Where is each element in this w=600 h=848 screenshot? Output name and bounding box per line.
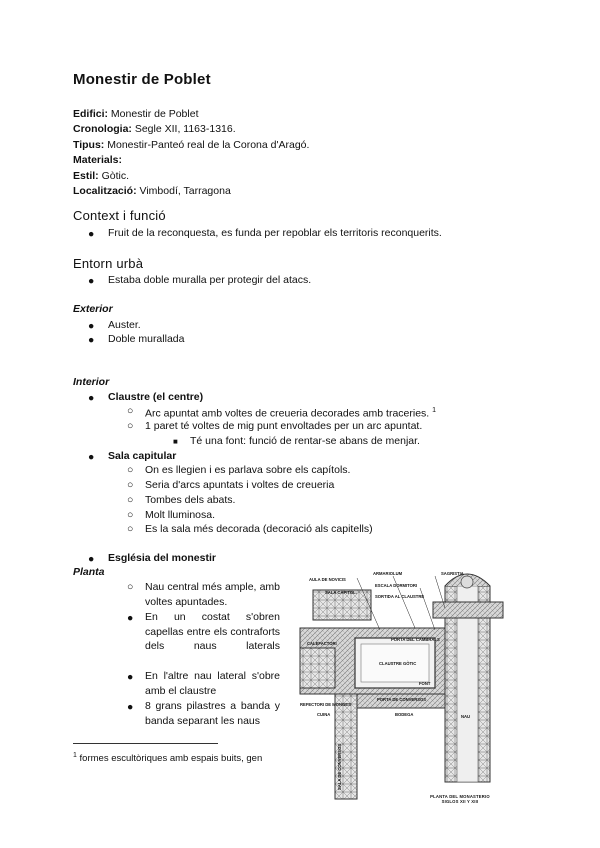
planta-item: Nau central més ample, amb voltes apuntades. — [145, 581, 280, 608]
entorn-item: Estaba doble muralla per protegir del atacs. — [108, 274, 312, 286]
exterior-item: Auster. — [108, 319, 141, 331]
plan-label: PORTA DE CONVERSOS — [377, 697, 427, 702]
planta-bullet: ● — [127, 612, 134, 624]
planta-item: En l'altre nau lateral s'obre amb el claustre — [145, 670, 280, 697]
sala-circle: ○ — [127, 479, 134, 491]
metadata-block — [73, 107, 309, 199]
sala-circle: ○ — [127, 509, 134, 521]
page-title: Monestir de Poblet — [73, 71, 211, 88]
footnote-ref: 1 — [432, 407, 437, 414]
plan-label: ARMARIOLUM — [373, 571, 403, 576]
sala-item: Es la sala més decorada (decoració als capitells) — [145, 523, 373, 535]
exterior-bullet: ● — [88, 320, 95, 332]
plan-caption: PLANTA DEL MONASTERIO SIGLOS XII Y XIII — [430, 794, 490, 804]
sala-item: Molt lluminosa. — [145, 509, 216, 521]
planta-item: 8 grans pilastres a banda y banda separant les naus — [145, 700, 280, 727]
planta-circle: ○ — [127, 581, 134, 593]
meta-cronologia: Cronologia: Segle XII, 1163-1316. — [73, 123, 236, 136]
plan-label: BODEGA — [395, 712, 414, 717]
plan-label: NAU — [461, 714, 471, 719]
claustre-subitem: Té una font: funció de rentar-se abans de menjar. — [190, 435, 420, 447]
sala-circle: ○ — [127, 523, 134, 535]
context-item: Fruit de la reconquesta, es funda per repoblar els territoris reconquerits. — [108, 227, 442, 239]
planta-bullet: ● — [127, 701, 134, 713]
footnote: $^1$ formes escultòriques amb espais buits, gen — [73, 752, 263, 765]
interior-heading: Interior — [73, 376, 110, 388]
sala-item: Tombes dels abats. — [145, 494, 236, 506]
planta-item: En un costat s'obren capellas entre els contraforts dels naus laterals — [145, 611, 280, 653]
meta-materials: Materials: — [73, 154, 123, 167]
exterior-bullet: ● — [88, 334, 95, 346]
footnote-separator — [73, 743, 218, 744]
meta-estil: Estil: Gòtic. — [73, 169, 130, 182]
sala-bullet: ● — [88, 451, 95, 463]
sala-circle: ○ — [127, 494, 134, 506]
plan-label: CALEFACTORI — [307, 641, 337, 646]
context-bullet: ● — [88, 228, 95, 240]
planta-bullet: ● — [127, 671, 134, 683]
exterior-item: Doble murallada — [108, 333, 185, 345]
planta-heading: Planta — [73, 566, 105, 578]
meta-edifici: Edifici: Monestir de Poblet — [73, 108, 199, 120]
plan-label: CLAUSTRE GÒTIC — [379, 661, 417, 666]
claustre-item: 1 paret té voltes de mig punt envoltades per un arc apuntat. — [145, 420, 423, 432]
plan-label: SALA CAPITOL. — [325, 590, 357, 595]
meta-tipus: Tipus: Monestir-Panteó real de la Corona d'Aragó. — [73, 138, 310, 151]
claustre-circle: ○ — [127, 405, 134, 417]
entorn-bullet: ● — [88, 275, 95, 287]
sala-label: Sala capitular — [108, 450, 177, 462]
esglesia-bullet: ● — [88, 553, 95, 565]
plan-label: SALA DE CONVERSOS — [337, 743, 342, 790]
plan-label: CUINA — [317, 712, 331, 717]
context-heading: Context i funció — [73, 208, 166, 223]
entorn-heading: Entorn urbà — [73, 256, 144, 271]
plan-label: FONT — [419, 681, 431, 686]
plan-label: SAGRISTIA — [441, 571, 464, 576]
plan-label: SORTIDA AL CLAUSTRE — [375, 594, 425, 599]
monastery-floor-plan — [295, 568, 505, 804]
sala-item: On es llegien i es parlava sobre els capítols. — [145, 464, 351, 476]
plan-label: ESCALA DORMITORI — [375, 583, 418, 588]
sala-item: Seria d'arcs apuntats i voltes de creueria — [145, 479, 335, 491]
meta-localitzacio: Localització: Vimbodí, Tarragona — [73, 185, 231, 198]
claustre-circle: ○ — [127, 420, 134, 432]
claustre-item: Arc apuntat amb voltes de creueria decorades amb traceries. $^1$ — [145, 407, 437, 420]
plan-label: PORTA DEL CAMBRALS — [391, 637, 440, 642]
claustre-bullet: ● — [88, 392, 95, 404]
claustre-square: ■ — [173, 437, 178, 446]
sala-circle: ○ — [127, 464, 134, 476]
claustre-label: Claustre (el centre) — [108, 391, 204, 403]
esglesia-label: Església del monestir — [108, 552, 216, 564]
exterior-heading: Exterior — [73, 303, 113, 315]
plan-label: AULA DE NOVICIS — [309, 577, 346, 582]
plan-label: REFECTORI DE MONGES — [300, 702, 351, 707]
